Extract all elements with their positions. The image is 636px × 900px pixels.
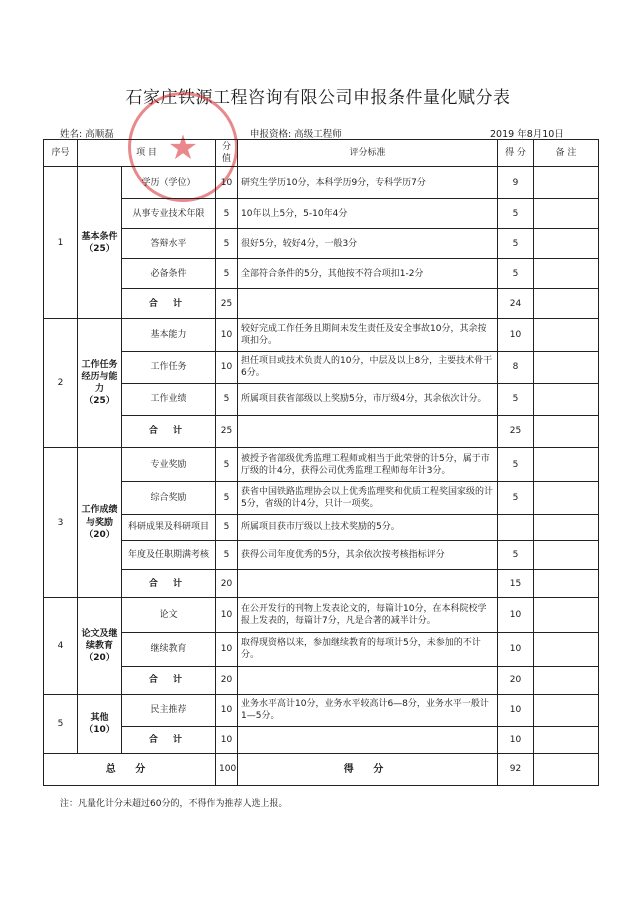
item-criteria: 获得公司年度优秀的5分，其余依次按考核指标评分 [238, 541, 498, 570]
score-table [43, 139, 599, 786]
item-got: 10 [498, 632, 534, 666]
table-row [44, 541, 599, 570]
subtotal-criteria [238, 726, 498, 753]
subtotal-remark [534, 415, 599, 447]
table-row [44, 259, 599, 289]
subtotal-row [44, 289, 599, 319]
item-remark [534, 514, 599, 541]
subtotal-score: 10 [216, 726, 238, 753]
item-name: 科研成果及科研项目 [122, 514, 216, 541]
table-row [44, 514, 599, 541]
item-score: 10 [216, 598, 238, 632]
item-remark [534, 383, 599, 415]
group-name-line: （20） [84, 529, 115, 540]
item-score: 10 [216, 351, 238, 383]
subtotal-criteria [238, 415, 498, 447]
item-score: 5 [216, 199, 238, 229]
item-criteria: 较好完成工作任务且期间未发生责任及安全事故10分，其余按项扣分。 [238, 319, 498, 351]
item-got: 9 [498, 167, 534, 199]
subtotal-label: 合 计 [122, 666, 216, 694]
item-got: 10 [498, 319, 534, 351]
item-got: 5 [498, 482, 534, 514]
subtotal-remark [534, 666, 599, 694]
applicant-name [60, 126, 114, 140]
item-score: 10 [216, 319, 238, 351]
subtotal-label: 合 计 [122, 726, 216, 753]
subtotal-row [44, 570, 599, 598]
table-row [44, 448, 599, 482]
item-got [498, 514, 534, 541]
item-got: 5 [498, 259, 534, 289]
header-score: 分 值 [216, 140, 238, 167]
group-seq: 2 [44, 319, 78, 448]
item-name: 工作任务 [122, 351, 216, 383]
item-criteria: 所属项目获市厅级以上技术奖励的5分。 [238, 514, 498, 541]
item-criteria: 很好5分，较好4分，一般3分 [238, 229, 498, 259]
item-score: 5 [216, 482, 238, 514]
subtotal-remark [534, 289, 599, 319]
item-remark [534, 319, 599, 351]
subtotal-row [44, 415, 599, 447]
applied-qualification [250, 126, 342, 140]
subtotal-got: 10 [498, 726, 534, 753]
group-name-line: 基本条件 [81, 231, 118, 242]
item-criteria: 担任项目或技术负责人的10分，中层及以上8分，主要技术骨干6分。 [238, 351, 498, 383]
item-criteria: 取得现资格以来，参加继续教育的每项计5分，未参加的不计分。 [238, 632, 498, 666]
item-remark [534, 598, 599, 632]
item-score: 5 [216, 514, 238, 541]
subtotal-label: 合 计 [122, 570, 216, 598]
item-got: 10 [498, 598, 534, 632]
item-name: 论文 [122, 598, 216, 632]
item-criteria: 在公开发行的刊物上发表论文的，每篇计10分，在本科院校学报上发表的，每篇计7分，凡是合著的减半计分。 [238, 598, 498, 632]
group-seq: 3 [44, 448, 78, 598]
group-name-line: 其他 [90, 712, 109, 723]
item-remark [534, 199, 599, 229]
item-got: 10 [498, 694, 534, 726]
item-score: 5 [216, 229, 238, 259]
item-got: 5 [498, 541, 534, 570]
item-remark [534, 541, 599, 570]
item-remark [534, 259, 599, 289]
table-row [44, 632, 599, 666]
table-row [44, 383, 599, 415]
item-name: 答辩水平 [122, 229, 216, 259]
item-remark [534, 632, 599, 666]
subtotal-criteria [238, 289, 498, 319]
subtotal-criteria [238, 570, 498, 598]
item-name: 综合奖励 [122, 482, 216, 514]
group-seq: 4 [44, 598, 78, 695]
item-remark [534, 229, 599, 259]
name-label: 姓名: [60, 129, 83, 140]
item-score: 10 [216, 694, 238, 726]
subtotal-got: 24 [498, 289, 534, 319]
header-criteria: 评分标准 [238, 140, 498, 167]
item-score: 5 [216, 541, 238, 570]
item-name: 继续教育 [122, 632, 216, 666]
subtotal-score: 20 [216, 666, 238, 694]
total-remark [534, 753, 599, 785]
subtotal-got: 20 [498, 666, 534, 694]
group-name [78, 694, 122, 753]
group-seq: 5 [44, 694, 78, 753]
item-criteria: 被授予省部级优秀监理工程师或相当于此荣誉的计5分，属于市厅级的计4分，获得公司优秀监理工程师每年计3分。 [238, 448, 498, 482]
item-got: 5 [498, 448, 534, 482]
item-score: 5 [216, 383, 238, 415]
subtotal-label: 合 计 [122, 289, 216, 319]
page-title: 石家庄铁源工程咨询有限公司申报条件量化赋分表 [125, 88, 511, 108]
group-name-line: 经历与能力 [81, 372, 118, 395]
item-remark [534, 167, 599, 199]
subtotal-remark [534, 570, 599, 598]
table-row [44, 229, 599, 259]
total-row [44, 753, 599, 785]
subtotal-criteria [238, 666, 498, 694]
qualification-label: 申报资格: [250, 129, 292, 140]
total-score: 100 [216, 753, 238, 785]
item-got: 5 [498, 383, 534, 415]
item-got: 5 [498, 229, 534, 259]
item-criteria: 全部符合条件的5分，其他按不符合项扣1-2分 [238, 259, 498, 289]
item-got: 8 [498, 351, 534, 383]
item-name: 必备条件 [122, 259, 216, 289]
group-name-line: 与奖励 [85, 517, 113, 528]
item-criteria: 研究生学历10分，本科学历9分，专科学历7分 [238, 167, 498, 199]
item-score: 10 [216, 167, 238, 199]
item-criteria: 10年以上5分，5-10年4分 [238, 199, 498, 229]
subtotal-row [44, 726, 599, 753]
item-name: 基本能力 [122, 319, 216, 351]
header-remark: 备 注 [534, 140, 599, 167]
group-name-line: 工作成绩 [81, 505, 118, 516]
item-score: 5 [216, 448, 238, 482]
header-item: 项 目 [78, 140, 216, 167]
table-row [44, 482, 599, 514]
item-got: 5 [498, 199, 534, 229]
group-name [78, 319, 122, 448]
group-name [78, 448, 122, 598]
group-seq: 1 [44, 167, 78, 319]
subtotal-score: 20 [216, 570, 238, 598]
subtotal-row [44, 666, 599, 694]
group-name-line: 论文及继 [81, 628, 118, 639]
name-value: 高顺磊 [85, 129, 114, 140]
item-name: 年度及任职期满考核 [122, 541, 216, 570]
item-criteria: 业务水平高计10分，业务水平较高计6—8分，业务水平一般计1—5分。 [238, 694, 498, 726]
group-name-line: （10） [84, 724, 115, 735]
item-name: 专业奖励 [122, 448, 216, 482]
item-criteria: 获省中国铁路监理协会以上优秀监理奖和优质工程奖国家级的计5分，省级的计4分，只计一项奖。 [238, 482, 498, 514]
group-name [78, 598, 122, 695]
item-criteria: 所属项目获省部级以上奖励5分，市厅级4分，其余依次计分。 [238, 383, 498, 415]
item-name: 学历（学位） [122, 167, 216, 199]
item-name: 工作业绩 [122, 383, 216, 415]
item-name: 民主推荐 [122, 694, 216, 726]
group-name-line: （25） [84, 243, 115, 254]
subtotal-remark [534, 726, 599, 753]
total-label: 总 分 [44, 753, 216, 785]
subtotal-got: 15 [498, 570, 534, 598]
item-remark [534, 694, 599, 726]
table-row [44, 694, 599, 726]
total-got: 92 [498, 753, 534, 785]
group-name-line: 工作任务 [81, 359, 118, 370]
subtotal-got: 25 [498, 415, 534, 447]
header-seq: 序号 [44, 140, 78, 167]
group-name-line: （25） [84, 396, 115, 407]
total-got-label: 得 分 [238, 753, 498, 785]
table-row [44, 199, 599, 229]
item-score: 10 [216, 632, 238, 666]
footnote: 注：凡量化计分未超过60分的，不得作为推荐人选上报。 [60, 799, 288, 809]
header-row [44, 140, 599, 167]
form-date: 2019 年8月10日 [490, 129, 564, 140]
item-remark [534, 351, 599, 383]
header-got: 得 分 [498, 140, 534, 167]
subtotal-score: 25 [216, 415, 238, 447]
subtotal-label: 合 计 [122, 415, 216, 447]
star-icon: ★ [167, 128, 199, 168]
item-score: 5 [216, 259, 238, 289]
table-row [44, 351, 599, 383]
subtotal-score: 25 [216, 289, 238, 319]
table-row [44, 167, 599, 199]
item-name: 从事专业技术年限 [122, 199, 216, 229]
group-name [78, 167, 122, 319]
group-name-line: （20） [84, 653, 115, 664]
table-row [44, 319, 599, 351]
item-remark [534, 482, 599, 514]
item-remark [534, 448, 599, 482]
qualification-value: 高级工程师 [294, 129, 342, 140]
group-name-line: 续教育 [85, 640, 113, 651]
table-row [44, 598, 599, 632]
